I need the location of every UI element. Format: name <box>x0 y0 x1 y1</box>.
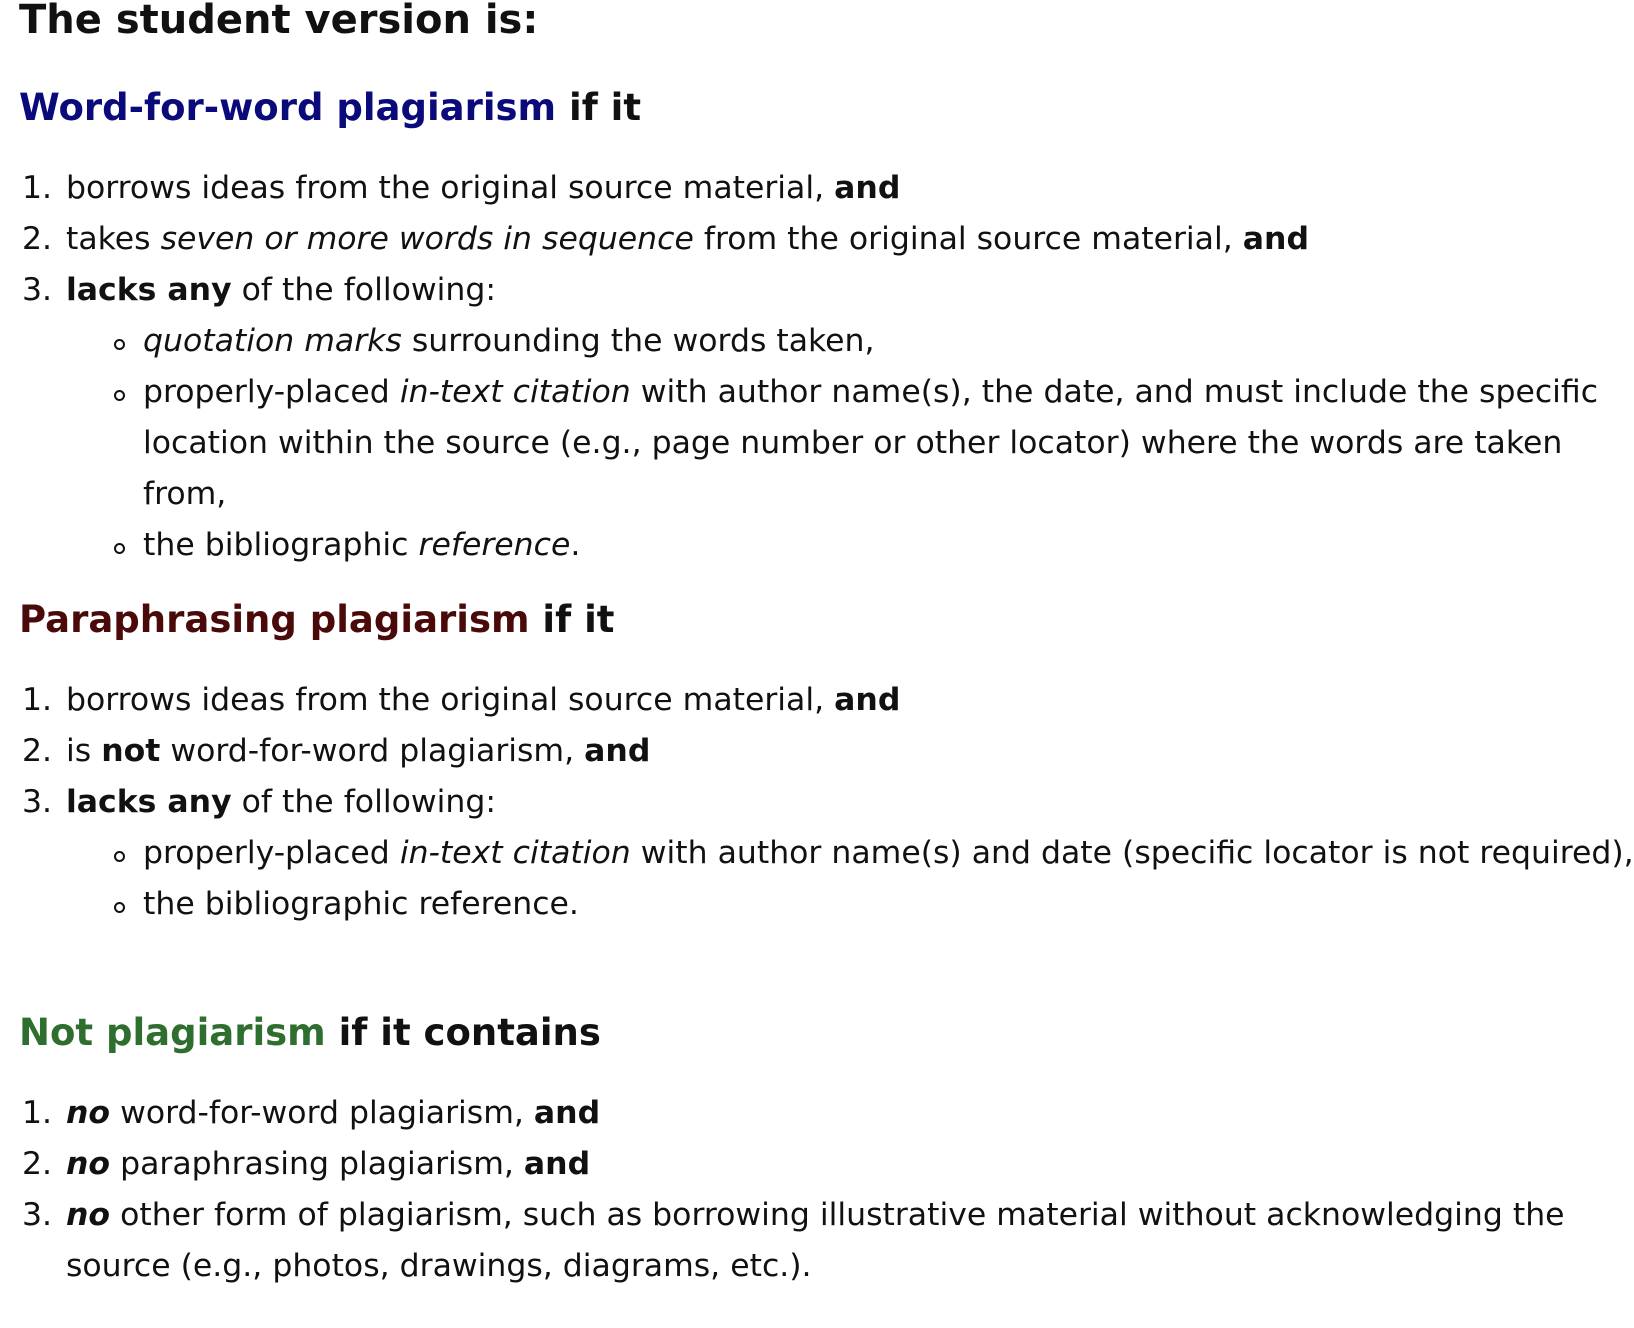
list-number: 3. <box>22 1197 53 1233</box>
section-not-plagiarism <box>19 1005 1619 1292</box>
criteria-list-word-for-word <box>19 163 1619 571</box>
list-number: 2. <box>22 1146 53 1182</box>
item-bold: and <box>523 1146 591 1182</box>
item-text: surrounding the words taken, <box>401 323 875 359</box>
item-bold: and <box>834 682 901 718</box>
item-text: borrows ideas from the original source material, <box>66 682 835 718</box>
criteria-list-paraphrasing <box>19 675 1634 930</box>
list-item <box>19 1088 1619 1139</box>
item-bold: not <box>101 733 161 769</box>
item-text: of the following: <box>231 272 496 308</box>
heading-not-plagiarism <box>19 1005 1619 1061</box>
item-text: . <box>570 527 581 563</box>
list-item <box>19 163 1619 214</box>
item-text: takes <box>66 221 161 257</box>
page-title: The student version is: <box>19 0 539 43</box>
heading-paraphrasing <box>19 592 1619 648</box>
item-emphasis: seven or more words in sequence <box>160 221 694 257</box>
item-text: the bibliographic reference. <box>143 886 579 922</box>
heading-word-for-word-rest: if it <box>556 86 642 129</box>
item-bold: lacks any <box>66 784 232 820</box>
item-bold-emphasis: no <box>66 1095 111 1131</box>
item-text: word-for-word plagiarism, <box>160 733 585 769</box>
item-text: with author name(s) and date (specific locator is not required), <box>630 835 1634 871</box>
heading-not-plagiarism-rest: if it contains <box>325 1011 601 1054</box>
list-item <box>19 265 1619 571</box>
heading-paraphrasing-rest: if it <box>529 598 615 641</box>
item-emphasis: in-text citation <box>399 374 631 410</box>
list-number: 1. <box>22 1095 53 1131</box>
item-text: of the following: <box>231 784 496 820</box>
heading-paraphrasing-term: Paraphrasing plagiarism <box>19 598 530 641</box>
item-bold: and <box>584 733 651 769</box>
sub-list-item <box>66 367 1634 520</box>
item-bold-emphasis: no <box>66 1146 111 1182</box>
list-item <box>19 777 1634 930</box>
item-text: borrows ideas from the original source material, <box>66 170 835 206</box>
sub-list-item <box>66 316 1634 367</box>
sub-list-paraphrasing <box>66 828 1634 930</box>
list-number: 3. <box>22 272 53 308</box>
item-emphasis: quotation marks <box>143 323 402 359</box>
sub-list-item <box>66 879 1634 930</box>
item-text: properly-placed <box>143 835 400 871</box>
item-text: with author name(s), the date, and must include the specific location within the source (e.g., page number or other locator) where the words are taken from, <box>143 374 1599 512</box>
item-text: paraphrasing plagiarism, <box>110 1146 524 1182</box>
list-item <box>19 214 1619 265</box>
list-item <box>19 675 1619 726</box>
item-text: word-for-word plagiarism, <box>110 1095 534 1131</box>
item-emphasis: in-text citation <box>399 835 631 871</box>
sub-list-item <box>66 828 1634 879</box>
heading-not-plagiarism-term: Not plagiarism <box>19 1011 326 1054</box>
criteria-list-not-plagiarism <box>19 1088 1619 1292</box>
item-text: properly-placed <box>143 374 400 410</box>
item-text: the bibliographic <box>143 527 419 563</box>
sub-list-item <box>66 520 1634 571</box>
item-bold-emphasis: no <box>66 1197 111 1233</box>
item-bold: and <box>533 1095 601 1131</box>
item-text: other form of plagiarism, such as borrowing illustrative material without acknowledging the source (e.g., photos, drawings, diagrams, etc.). <box>66 1197 1565 1284</box>
list-number: 3. <box>22 784 53 820</box>
list-number: 2. <box>22 221 53 257</box>
item-emphasis: reference <box>418 527 571 563</box>
item-text: is <box>66 733 102 769</box>
item-bold: lacks any <box>66 272 232 308</box>
list-number: 1. <box>22 682 53 718</box>
sub-list-word-for-word <box>66 316 1619 571</box>
item-bold: and <box>834 170 901 206</box>
section-paraphrasing <box>19 592 1634 930</box>
heading-word-for-word-term: Word-for-word plagiarism <box>19 86 557 129</box>
list-item <box>19 726 1619 777</box>
list-item <box>19 1139 1619 1190</box>
section-word-for-word <box>19 80 1619 571</box>
item-bold: and <box>1242 221 1309 257</box>
list-item <box>19 1190 1619 1292</box>
heading-word-for-word <box>19 80 1619 136</box>
item-text: from the original source material, <box>693 221 1243 257</box>
list-number: 2. <box>22 733 53 769</box>
list-number: 1. <box>22 170 53 206</box>
